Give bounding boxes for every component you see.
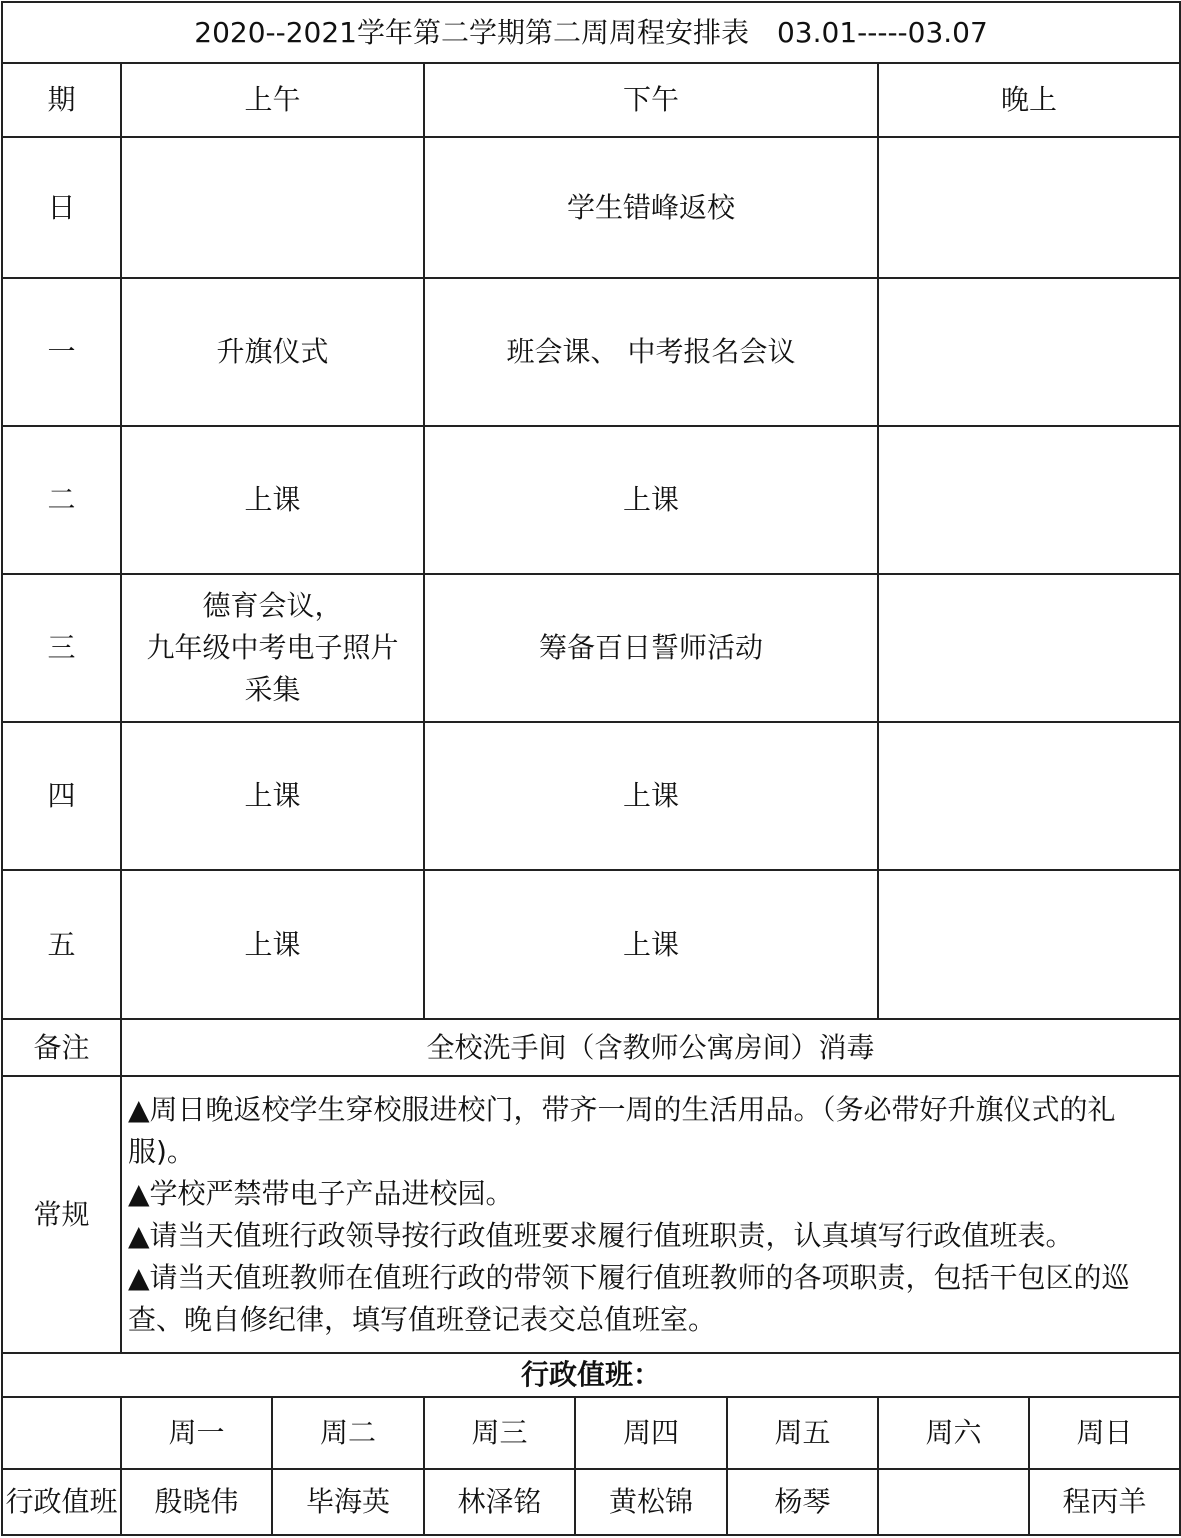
morning-cell: 上课 (121, 426, 424, 574)
duty-name: 黄松锦 (575, 1469, 727, 1535)
duty-day: 周四 (575, 1397, 727, 1469)
day-cell: 五 (2, 870, 121, 1019)
duty-name (878, 1469, 1029, 1535)
morning-cell: 升旗仪式 (121, 278, 424, 426)
day-cell: 二 (2, 426, 121, 574)
duty-corner (2, 1397, 121, 1469)
afternoon-cell: 筹备百日誓师活动 (424, 574, 878, 722)
page-title: 2020--2021学年第二学期第二周周程安排表 03.01-----03.07 (2, 2, 1180, 63)
evening-cell (878, 870, 1180, 1019)
evening-cell (878, 278, 1180, 426)
duty-day: 周一 (121, 1397, 272, 1469)
afternoon-cell: 学生错峰返校 (424, 137, 878, 278)
table-row (2, 870, 1180, 1019)
routine-content (121, 1076, 1180, 1353)
table-row (2, 722, 1180, 870)
duty-row-label: 行政值班 (2, 1469, 121, 1535)
evening-cell (878, 722, 1180, 870)
notes-label: 备注 (2, 1019, 121, 1076)
evening-cell (878, 426, 1180, 574)
routine-line: ▲学校严禁带电子产品进校园。 (128, 1176, 514, 1210)
duty-day: 周五 (727, 1397, 878, 1469)
day-cell: 三 (2, 574, 121, 722)
duty-name: 殷晓伟 (121, 1469, 272, 1535)
afternoon-cell: 上课 (424, 722, 878, 870)
evening-cell (878, 574, 1180, 722)
duty-name: 程丙羊 (1029, 1469, 1180, 1535)
schedule-table (1, 1, 1181, 1536)
day-cell: 日 (2, 137, 121, 278)
duty-day: 周三 (424, 1397, 575, 1469)
header-afternoon: 下午 (424, 63, 878, 137)
routine-line: ▲周日晚返校学生穿校服进校门，带齐一周的生活用品。（务必带好升旗仪式的礼服)。 (128, 1092, 1116, 1168)
duty-heading: 行政值班： (2, 1353, 1180, 1397)
header-day: 期 (2, 63, 121, 137)
duty-name: 毕海英 (272, 1469, 424, 1535)
duty-name: 林泽铭 (424, 1469, 575, 1535)
morning-line: 采集 (244, 673, 301, 706)
notes-text: 全校洗手间（含教师公寓房间）消毒 (121, 1019, 1180, 1076)
morning-line: 德育会议， (202, 589, 343, 622)
duty-day: 周二 (272, 1397, 424, 1469)
day-cell: 四 (2, 722, 121, 870)
table-row (2, 426, 1180, 574)
afternoon-cell: 班会课、 中考报名会议 (424, 278, 878, 426)
header-evening: 晚上 (878, 63, 1180, 137)
table-row (2, 137, 1180, 278)
duty-day: 周日 (1029, 1397, 1180, 1469)
day-cell: 一 (2, 278, 121, 426)
duty-day: 周六 (878, 1397, 1029, 1469)
afternoon-cell: 上课 (424, 870, 878, 1019)
morning-cell (121, 574, 424, 722)
morning-cell (121, 137, 424, 278)
morning-line: 九年级中考电子照片 (146, 631, 399, 664)
routine-label: 常规 (2, 1076, 121, 1353)
routine-line: ▲请当天值班行政领导按行政值班要求履行值班职责，认真填写行政值班表。 (128, 1218, 1074, 1252)
table-row (2, 574, 1180, 722)
evening-cell (878, 137, 1180, 278)
header-morning: 上午 (121, 63, 424, 137)
table-row (2, 278, 1180, 426)
duty-name: 杨琴 (727, 1469, 878, 1535)
morning-cell: 上课 (121, 870, 424, 1019)
routine-line: ▲请当天值班教师在值班行政的带领下履行值班教师的各项职责，包括干包区的巡查、晚自修纪律，填写值班登记表交总值班室。 (128, 1260, 1130, 1336)
afternoon-cell: 上课 (424, 426, 878, 574)
morning-cell: 上课 (121, 722, 424, 870)
